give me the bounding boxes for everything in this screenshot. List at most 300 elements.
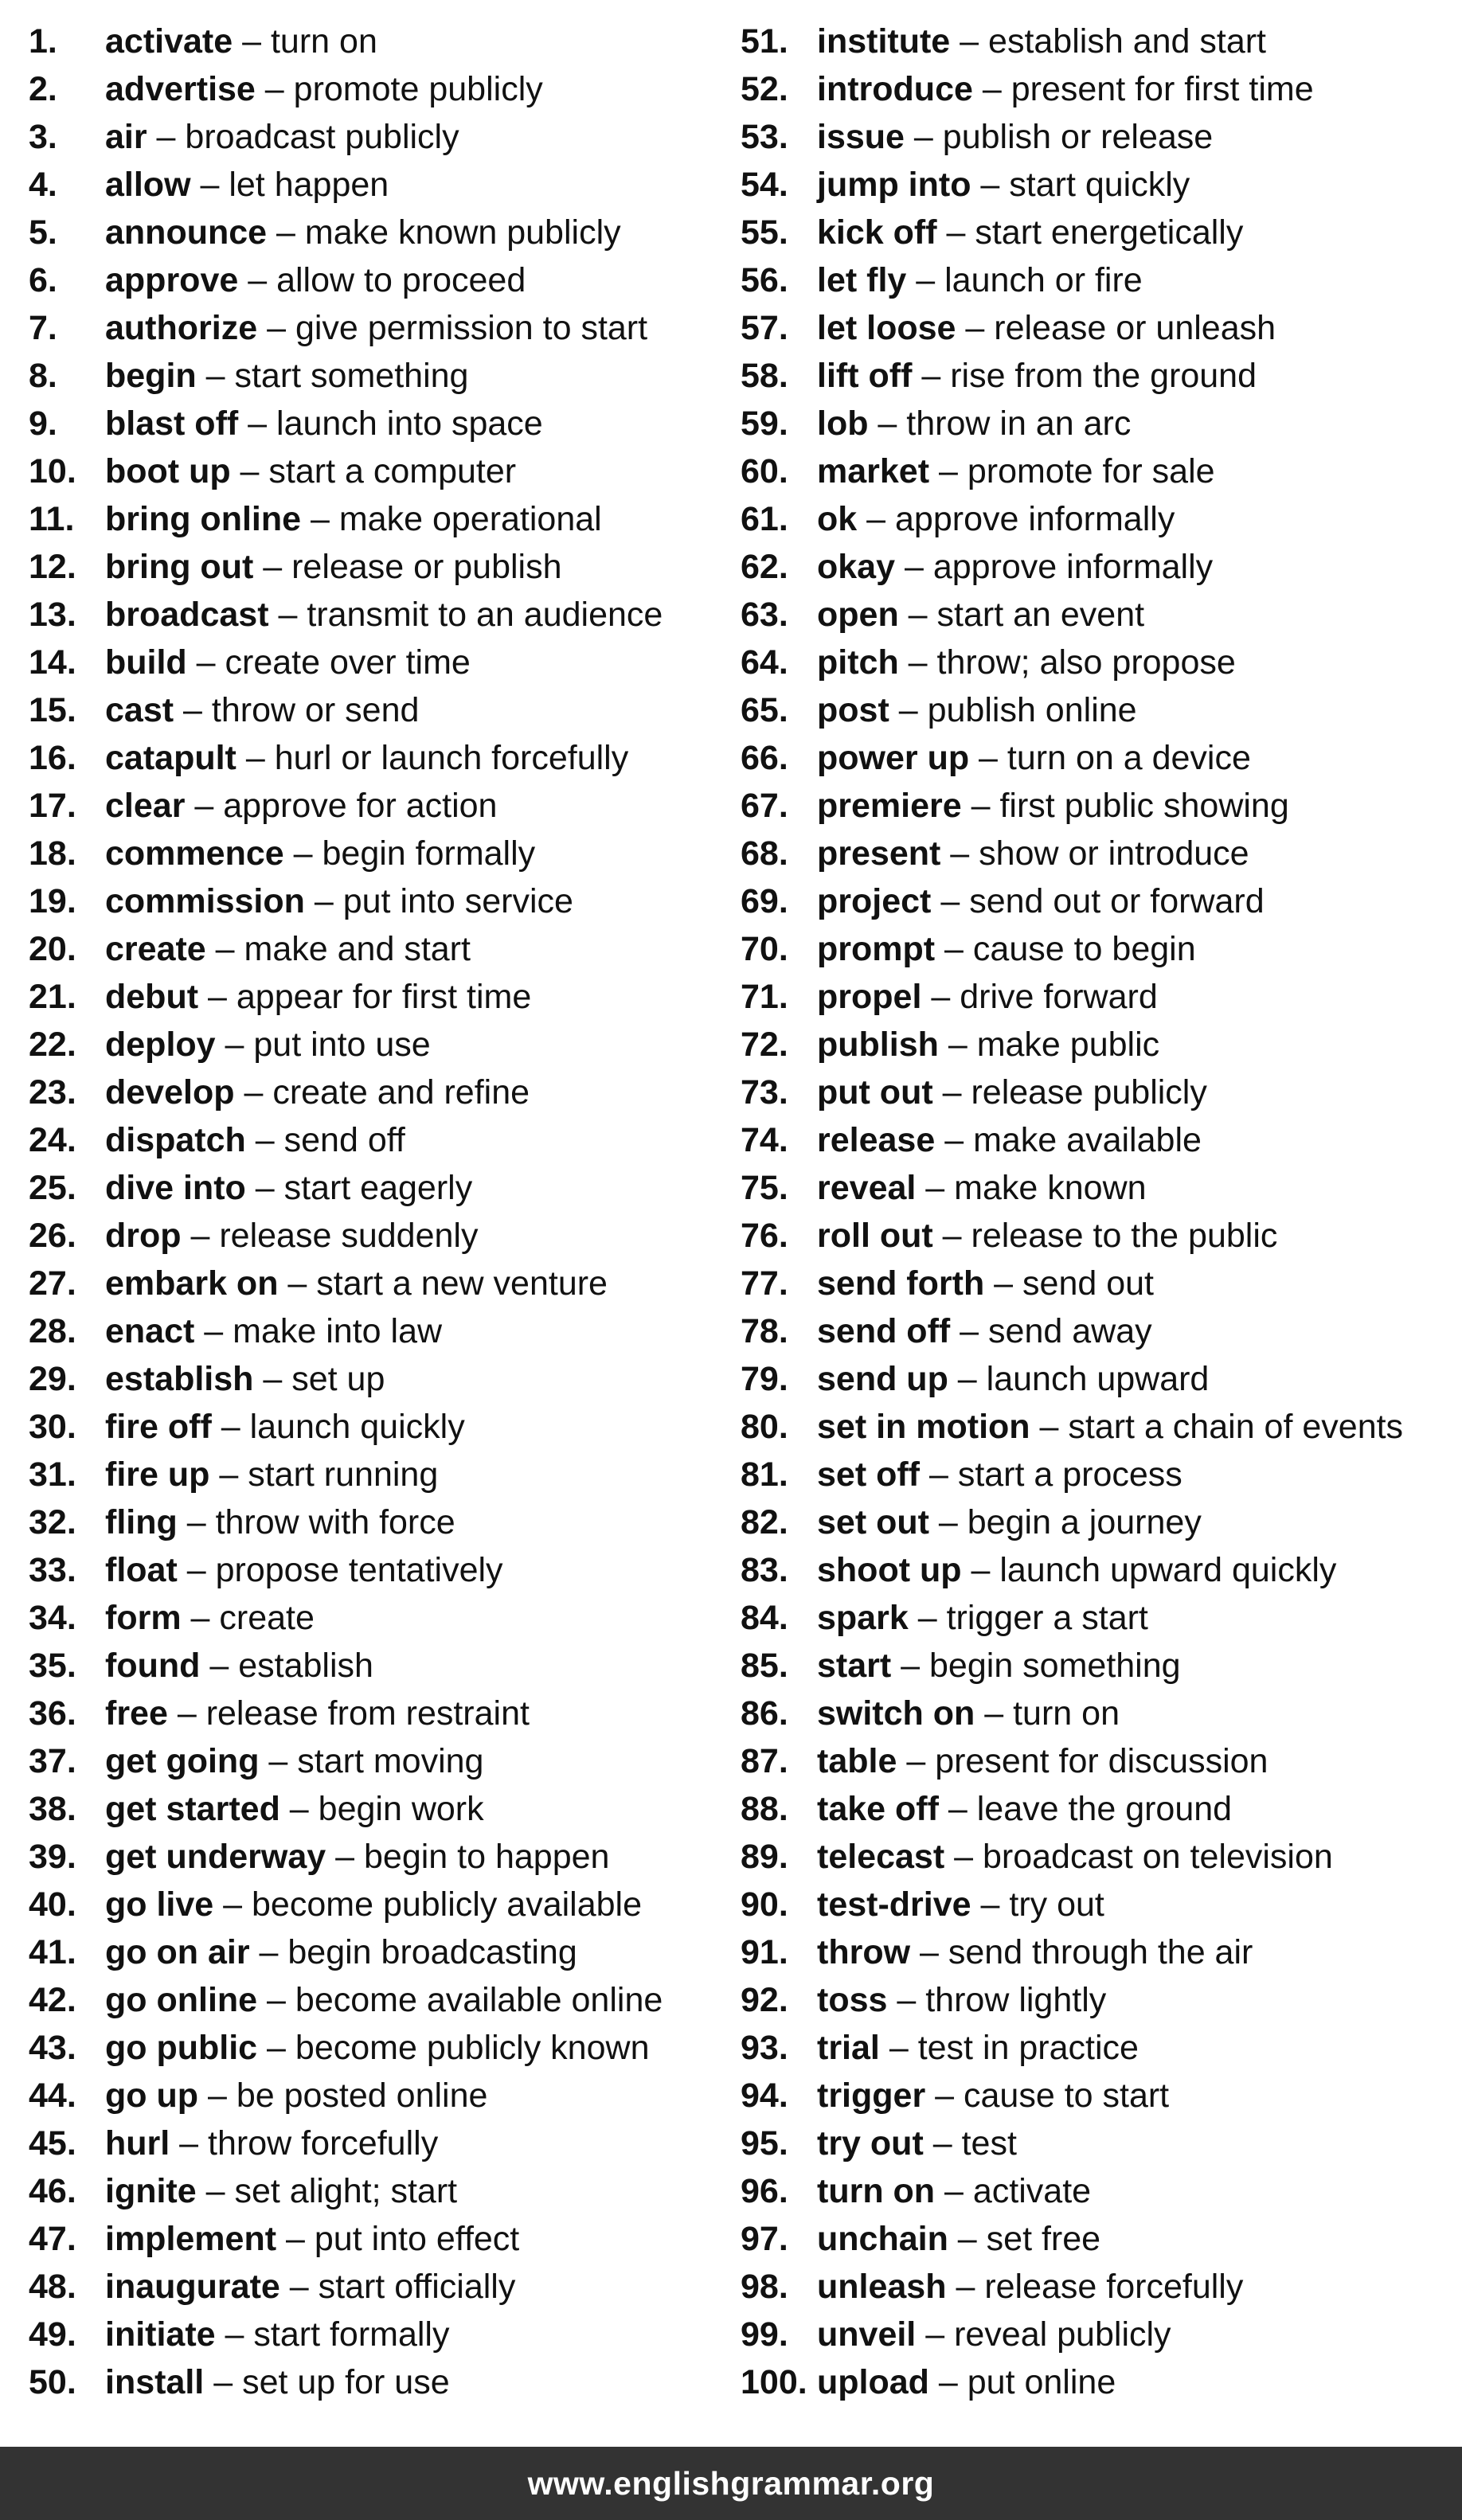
item-number: 37.: [29, 1742, 76, 1780]
item-term: power up: [817, 739, 970, 777]
list-item: [741, 1690, 1457, 1737]
list-item: [741, 352, 1457, 400]
list-item: [29, 2024, 729, 2072]
item-separator: –: [276, 2220, 315, 2258]
item-term: take off: [817, 1790, 939, 1828]
item-separator: –: [204, 2363, 243, 2401]
item-definition: launch into space: [276, 404, 543, 443]
item-number: 78.: [741, 1312, 788, 1350]
item-separator: –: [209, 1455, 248, 1494]
item-term: turn on: [817, 2172, 936, 2210]
item-separator: –: [259, 1742, 298, 1780]
item-separator: –: [889, 691, 928, 729]
item-number: 89.: [741, 1838, 788, 1876]
item-number: 90.: [741, 1885, 788, 1924]
item-separator: –: [215, 1026, 254, 1064]
item-definition: turn on: [1013, 1694, 1120, 1733]
item-separator: –: [211, 1408, 250, 1446]
item-separator: –: [200, 1647, 239, 1685]
item-separator: –: [238, 404, 277, 443]
item-separator: –: [920, 1455, 958, 1494]
item-separator: –: [234, 1073, 273, 1112]
list-item: [29, 2358, 729, 2406]
item-definition: set alight; start: [234, 2172, 458, 2210]
item-definition: throw with force: [215, 1503, 455, 1541]
item-separator: –: [969, 739, 1007, 777]
item-separator: –: [897, 1742, 936, 1780]
item-separator: –: [196, 2172, 235, 2210]
item-term: clear: [105, 787, 186, 825]
item-definition: begin formally: [322, 834, 536, 873]
item-definition: show or introduce: [979, 834, 1249, 873]
item-number: 22.: [29, 1026, 76, 1064]
item-separator: –: [946, 2268, 985, 2306]
item-definition: release to the public: [971, 1217, 1278, 1255]
item-definition: broadcast publicly: [185, 118, 459, 156]
item-number: 100.: [741, 2363, 807, 2401]
list-item: [29, 1260, 729, 1307]
item-number: 49.: [29, 2315, 76, 2354]
list-item: [741, 495, 1457, 543]
item-number: 56.: [741, 261, 788, 299]
item-number: 40.: [29, 1885, 76, 1924]
item-number: 38.: [29, 1790, 76, 1828]
item-separator: –: [904, 118, 943, 156]
list-item: [741, 1594, 1457, 1642]
list-item: [741, 304, 1457, 352]
item-number: 77.: [741, 1264, 788, 1303]
item-definition: begin something: [929, 1647, 1181, 1685]
item-definition: rise from the ground: [950, 357, 1257, 395]
item-term: boot up: [105, 452, 231, 490]
item-term: test-drive: [817, 1885, 971, 1924]
item-definition: put into use: [253, 1026, 431, 1064]
item-separator: –: [857, 500, 895, 538]
list-item: [29, 782, 729, 830]
list-item: [741, 1928, 1457, 1976]
item-term: develop: [105, 1073, 235, 1112]
item-number: 63.: [741, 596, 788, 634]
list-item: [29, 2072, 729, 2120]
item-number: 98.: [741, 2268, 788, 2306]
item-number: 39.: [29, 1838, 76, 1876]
item-number: 3.: [29, 118, 57, 156]
list-item: [29, 1069, 729, 1116]
item-definition: send through the air: [948, 1933, 1253, 1971]
list-item: [29, 591, 729, 639]
item-definition: send out or forward: [969, 882, 1265, 920]
list-item: [741, 639, 1457, 686]
item-term: upload: [817, 2363, 929, 2401]
item-separator: –: [301, 500, 339, 538]
item-definition: establish and start: [988, 22, 1267, 61]
item-definition: hurl or launch forcefully: [274, 739, 629, 777]
list-item: [741, 1116, 1457, 1164]
list-item: [741, 2358, 1457, 2406]
list-item: [741, 2024, 1457, 2072]
list-item: [29, 925, 729, 973]
item-number: 83.: [741, 1551, 788, 1589]
item-number: 10.: [29, 452, 76, 490]
item-definition: start a process: [957, 1455, 1182, 1494]
item-separator: –: [956, 309, 995, 347]
item-definition: start a new venture: [316, 1264, 608, 1303]
item-term: kick off: [817, 213, 937, 252]
item-term: unleash: [817, 2268, 947, 2306]
item-term: publish: [817, 1026, 939, 1064]
item-term: set off: [817, 1455, 920, 1494]
list-item: [741, 1833, 1457, 1881]
list-item: [741, 1260, 1457, 1307]
item-term: authorize: [105, 309, 258, 347]
list-item: [741, 830, 1457, 877]
item-term: prompt: [817, 930, 936, 968]
item-number: 95.: [741, 2124, 788, 2163]
list-item: [741, 65, 1457, 113]
item-separator: –: [147, 118, 186, 156]
item-term: unchain: [817, 2220, 948, 2258]
item-separator: –: [280, 2268, 319, 2306]
item-separator: –: [280, 1790, 319, 1828]
item-term: embark on: [105, 1264, 279, 1303]
item-separator: –: [1030, 1408, 1069, 1446]
item-definition: put into effect: [314, 2220, 520, 2258]
item-separator: –: [185, 787, 224, 825]
item-definition: establish: [238, 1647, 373, 1685]
list-item: [741, 1164, 1457, 1212]
item-term: issue: [817, 118, 905, 156]
item-separator: –: [230, 452, 269, 490]
item-definition: throw lightly: [925, 1981, 1107, 2019]
item-number: 86.: [741, 1694, 788, 1733]
list-item: [741, 2215, 1457, 2263]
item-term: form: [105, 1599, 182, 1637]
item-term: deploy: [105, 1026, 216, 1064]
list-item: [29, 734, 729, 782]
list-item: [29, 495, 729, 543]
item-number: 88.: [741, 1790, 788, 1828]
item-term: bring out: [105, 548, 254, 586]
item-term: trigger: [817, 2077, 926, 2115]
item-definition: trigger a start: [946, 1599, 1148, 1637]
item-definition: throw in an arc: [906, 404, 1132, 443]
item-term: commence: [105, 834, 284, 873]
item-definition: put into service: [342, 882, 573, 920]
item-term: dive into: [105, 1169, 246, 1207]
item-definition: set free: [986, 2220, 1101, 2258]
item-separator: –: [906, 261, 945, 299]
item-definition: launch quickly: [249, 1408, 465, 1446]
list-item: [29, 1116, 729, 1164]
item-term: install: [105, 2363, 205, 2401]
item-number: 76.: [741, 1217, 788, 1255]
item-term: hurl: [105, 2124, 170, 2163]
list-item: [741, 734, 1457, 782]
item-definition: make into law: [233, 1312, 443, 1350]
item-term: cast: [105, 691, 174, 729]
item-definition: send away: [988, 1312, 1152, 1350]
item-term: unveil: [817, 2315, 917, 2354]
item-definition: become available online: [295, 1981, 663, 2019]
item-definition: throw forcefully: [208, 2124, 439, 2163]
list-item: [29, 1021, 729, 1069]
item-number: 99.: [741, 2315, 788, 2354]
item-definition: launch or fire: [944, 261, 1143, 299]
item-term: shoot up: [817, 1551, 962, 1589]
item-definition: begin a journey: [967, 1503, 1202, 1541]
item-number: 61.: [741, 500, 788, 538]
item-term: go public: [105, 2029, 258, 2067]
list-item: [29, 113, 729, 161]
item-number: 15.: [29, 691, 76, 729]
item-term: project: [817, 882, 932, 920]
item-definition: make public: [976, 1026, 1160, 1064]
list-item: [29, 1355, 729, 1403]
list-item: [29, 1785, 729, 1833]
item-term: go online: [105, 1981, 258, 2019]
item-term: drop: [105, 1217, 182, 1255]
item-term: go live: [105, 1885, 214, 1924]
item-separator: –: [213, 1885, 252, 1924]
list-item: [741, 1403, 1457, 1451]
list-item: [741, 1546, 1457, 1594]
item-term: okay: [817, 548, 896, 586]
item-number: 25.: [29, 1169, 76, 1207]
item-number: 12.: [29, 548, 76, 586]
item-definition: start an event: [936, 596, 1145, 634]
item-separator: –: [938, 1026, 977, 1064]
list-item: [741, 686, 1457, 734]
item-term: post: [817, 691, 889, 729]
item-number: 80.: [741, 1408, 788, 1446]
item-number: 7.: [29, 309, 57, 347]
item-number: 97.: [741, 2220, 788, 2258]
item-definition: publish online: [927, 691, 1137, 729]
list-item: [29, 161, 729, 209]
list-item: [741, 2311, 1457, 2358]
item-definition: appear for first time: [236, 978, 532, 1016]
item-definition: begin broadcasting: [287, 1933, 577, 1971]
item-number: 69.: [741, 882, 788, 920]
item-term: inaugurate: [105, 2268, 280, 2306]
item-definition: broadcast on television: [982, 1838, 1333, 1876]
list-item: [29, 1881, 729, 1928]
item-definition: start quickly: [1009, 166, 1190, 204]
list-item: [29, 2311, 729, 2358]
item-separator: –: [181, 1599, 220, 1637]
item-definition: create and refine: [272, 1073, 530, 1112]
item-term: ok: [817, 500, 858, 538]
item-definition: launch upward: [986, 1360, 1210, 1398]
item-separator: –: [925, 2077, 964, 2115]
item-term: try out: [817, 2124, 924, 2163]
item-number: 2.: [29, 70, 57, 108]
item-number: 91.: [741, 1933, 788, 1971]
list-item: [29, 1451, 729, 1498]
list-item: [29, 1546, 729, 1594]
item-number: 27.: [29, 1264, 76, 1303]
item-separator: –: [938, 1790, 977, 1828]
footer-url[interactable]: www.englishgrammar.org: [527, 2464, 935, 2502]
list-item: [29, 1976, 729, 2024]
list-item: [29, 65, 729, 113]
list-item: [741, 1737, 1457, 1785]
item-separator: –: [304, 882, 343, 920]
item-definition: set up for use: [242, 2363, 450, 2401]
item-number: 60.: [741, 452, 788, 490]
item-definition: start moving: [297, 1742, 484, 1780]
item-separator: –: [170, 2124, 209, 2163]
item-number: 30.: [29, 1408, 76, 1446]
list-item: [29, 447, 729, 495]
item-separator: –: [257, 309, 295, 347]
item-definition: start a chain of events: [1068, 1408, 1404, 1446]
item-term: catapult: [105, 739, 236, 777]
item-term: telecast: [817, 1838, 945, 1876]
item-number: 94.: [741, 2077, 788, 2115]
list-item: [741, 209, 1457, 256]
item-term: found: [105, 1647, 201, 1685]
item-separator: –: [167, 1694, 206, 1733]
item-separator: –: [936, 213, 975, 252]
item-term: market: [817, 452, 930, 490]
item-definition: reveal publicly: [954, 2315, 1171, 2354]
item-separator: –: [233, 22, 271, 61]
item-definition: allow to proceed: [276, 261, 526, 299]
item-number: 43.: [29, 2029, 76, 2067]
item-number: 74.: [741, 1121, 788, 1159]
item-separator: –: [253, 1360, 292, 1398]
item-number: 34.: [29, 1599, 76, 1637]
item-number: 29.: [29, 1360, 76, 1398]
item-definition: make and start: [244, 930, 471, 968]
item-number: 26.: [29, 1217, 76, 1255]
item-separator: –: [198, 978, 236, 1016]
item-number: 11.: [29, 500, 75, 538]
item-separator: –: [267, 213, 305, 252]
item-term: jump into: [817, 166, 971, 204]
item-term: set out: [817, 1503, 929, 1541]
item-separator: –: [935, 1121, 974, 1159]
item-number: 51.: [741, 22, 788, 61]
item-term: debut: [105, 978, 199, 1016]
list-item: [29, 2263, 729, 2311]
item-separator: –: [940, 834, 979, 873]
item-definition: start a computer: [268, 452, 517, 490]
item-definition: release or unleash: [994, 309, 1276, 347]
item-definition: transmit to an audience: [307, 596, 663, 634]
item-number: 44.: [29, 2077, 76, 2115]
item-term: present: [817, 834, 941, 873]
item-number: 33.: [29, 1551, 76, 1589]
item-definition: cause to begin: [972, 930, 1196, 968]
item-term: implement: [105, 2220, 277, 2258]
item-definition: create over time: [225, 643, 471, 682]
item-definition: let happen: [229, 166, 389, 204]
item-term: bring online: [105, 500, 302, 538]
list-item: [29, 18, 729, 65]
item-term: go on air: [105, 1933, 250, 1971]
item-definition: throw or send: [211, 691, 420, 729]
item-separator: –: [912, 357, 951, 395]
item-number: 84.: [741, 1599, 788, 1637]
item-definition: try out: [1009, 1885, 1104, 1924]
list-item: [29, 304, 729, 352]
item-term: roll out: [817, 1217, 933, 1255]
item-definition: begin work: [318, 1790, 484, 1828]
list-item: [741, 1642, 1457, 1690]
item-term: send forth: [817, 1264, 985, 1303]
item-separator: –: [971, 1885, 1010, 1924]
item-separator: –: [868, 404, 907, 443]
item-term: open: [817, 596, 899, 634]
item-term: build: [105, 643, 187, 682]
list-item: [29, 256, 729, 304]
list-item: [29, 973, 729, 1021]
list-item: [741, 925, 1457, 973]
item-term: get started: [105, 1790, 280, 1828]
item-separator: –: [194, 1312, 233, 1350]
item-term: let loose: [817, 309, 956, 347]
item-term: premiere: [817, 787, 962, 825]
item-number: 53.: [741, 118, 788, 156]
item-definition: make known publicly: [304, 213, 621, 252]
item-term: begin: [105, 357, 197, 395]
list-item: [741, 1451, 1457, 1498]
item-separator: –: [898, 596, 937, 634]
item-definition: start officially: [318, 2268, 516, 2306]
item-definition: create: [219, 1599, 315, 1637]
item-separator: –: [961, 787, 1000, 825]
item-term: fire up: [105, 1455, 210, 1494]
item-definition: start energetically: [975, 213, 1244, 252]
item-number: 57.: [741, 309, 788, 347]
list-item: [741, 1021, 1457, 1069]
list-item: [29, 352, 729, 400]
item-term: send off: [817, 1312, 951, 1350]
item-number: 73.: [741, 1073, 788, 1112]
list-item: [741, 400, 1457, 447]
list-item: [29, 2215, 729, 2263]
list-item: [741, 161, 1457, 209]
item-term: allow: [105, 166, 191, 204]
item-number: 35.: [29, 1647, 76, 1685]
item-separator: –: [181, 1217, 220, 1255]
list-item: [29, 2120, 729, 2167]
item-number: 72.: [741, 1026, 788, 1064]
list-item: [741, 1498, 1457, 1546]
item-separator: –: [916, 1169, 955, 1207]
item-number: 81.: [741, 1455, 788, 1494]
item-definition: release from restraint: [205, 1694, 530, 1733]
item-term: send up: [817, 1360, 948, 1398]
list-item: [29, 1737, 729, 1785]
item-definition: begin to happen: [363, 1838, 610, 1876]
item-separator: –: [177, 1503, 216, 1541]
item-definition: cause to start: [964, 2077, 1170, 2115]
item-definition: start running: [248, 1455, 439, 1494]
item-number: 28.: [29, 1312, 76, 1350]
item-number: 31.: [29, 1455, 76, 1494]
item-separator: –: [257, 2029, 295, 2067]
item-number: 55.: [741, 213, 788, 252]
item-definition: be posted online: [236, 2077, 488, 2115]
item-term: initiate: [105, 2315, 216, 2354]
item-term: broadcast: [105, 596, 269, 634]
item-definition: leave the ground: [976, 1790, 1233, 1828]
item-definition: turn on a device: [1007, 739, 1251, 777]
item-term: air: [105, 118, 147, 156]
